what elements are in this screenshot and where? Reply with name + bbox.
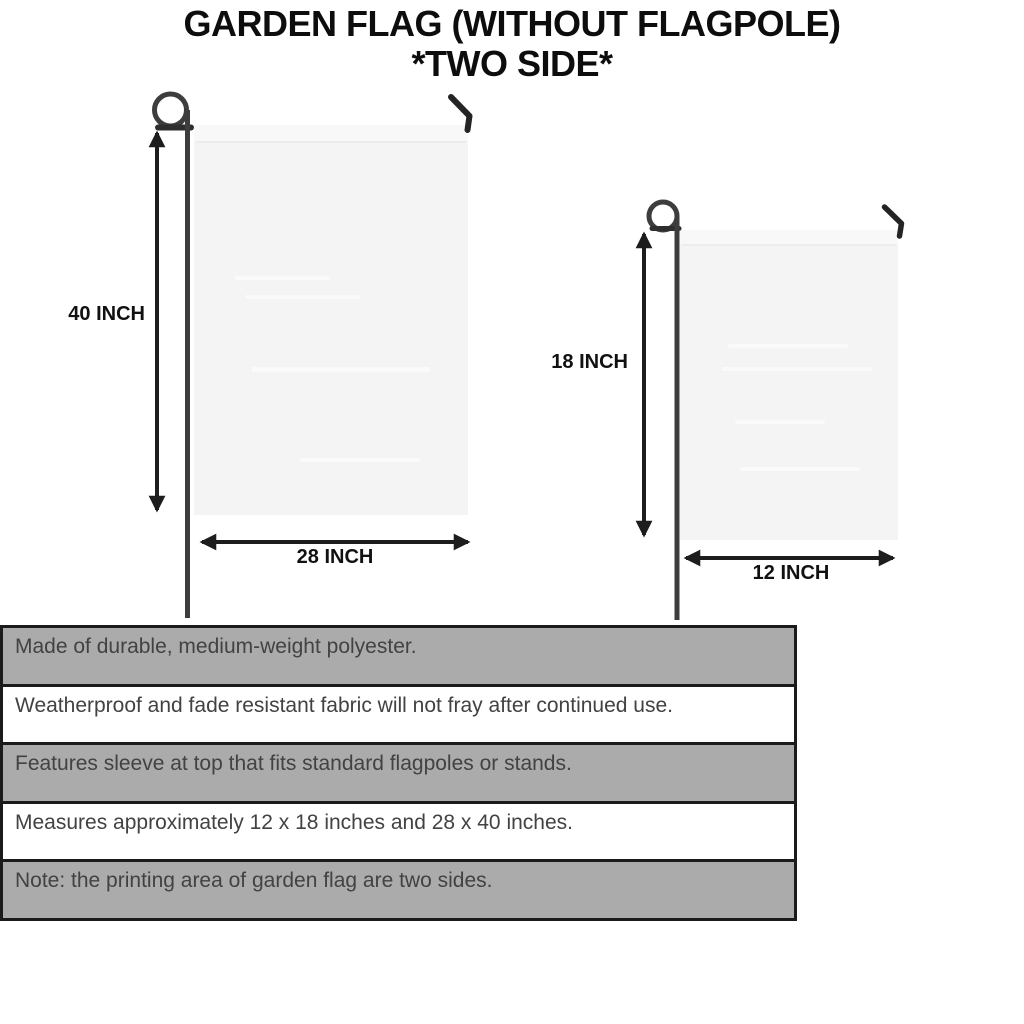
feature-row-weatherproof: Weatherproof and fade resistant fabric will not fray after continued use. bbox=[3, 687, 794, 746]
large-flag-group bbox=[155, 94, 470, 618]
page-title-line1: GARDEN FLAG (WITHOUT FLAGPOLE) bbox=[183, 3, 841, 44]
small-flag-width-label: 12 INCH bbox=[752, 562, 830, 584]
small-flagpole-loop-icon bbox=[649, 202, 677, 230]
small-flag-height-label: 18 INCH bbox=[551, 351, 628, 373]
feature-row-note: Note: the printing area of garden flag are two sides. bbox=[3, 862, 794, 918]
large-flag-width-label: 28 INCH bbox=[296, 546, 374, 568]
large-flagpole-loop-icon bbox=[155, 94, 187, 126]
large-flag-body bbox=[194, 125, 468, 515]
small-flag-body bbox=[680, 230, 898, 540]
large-flag-height-label: 40 INCH bbox=[68, 303, 145, 325]
feature-row-measurements: Measures approximately 12 x 18 inches and 28 x 40 inches. bbox=[3, 804, 794, 863]
feature-row-material: Made of durable, medium-weight polyester. bbox=[3, 628, 794, 687]
small-flag-group bbox=[644, 202, 902, 620]
small-flag-sleeve-seam bbox=[682, 244, 896, 246]
large-flag-sleeve bbox=[194, 125, 468, 141]
large-flag-sleeve-seam bbox=[196, 141, 466, 143]
feature-row-sleeve: Features sleeve at top that fits standard flagpoles or stands. bbox=[3, 745, 794, 804]
page-title-line2: *TWO SIDE* bbox=[411, 43, 613, 84]
features-table bbox=[0, 625, 797, 921]
small-flag-sleeve bbox=[680, 230, 898, 244]
